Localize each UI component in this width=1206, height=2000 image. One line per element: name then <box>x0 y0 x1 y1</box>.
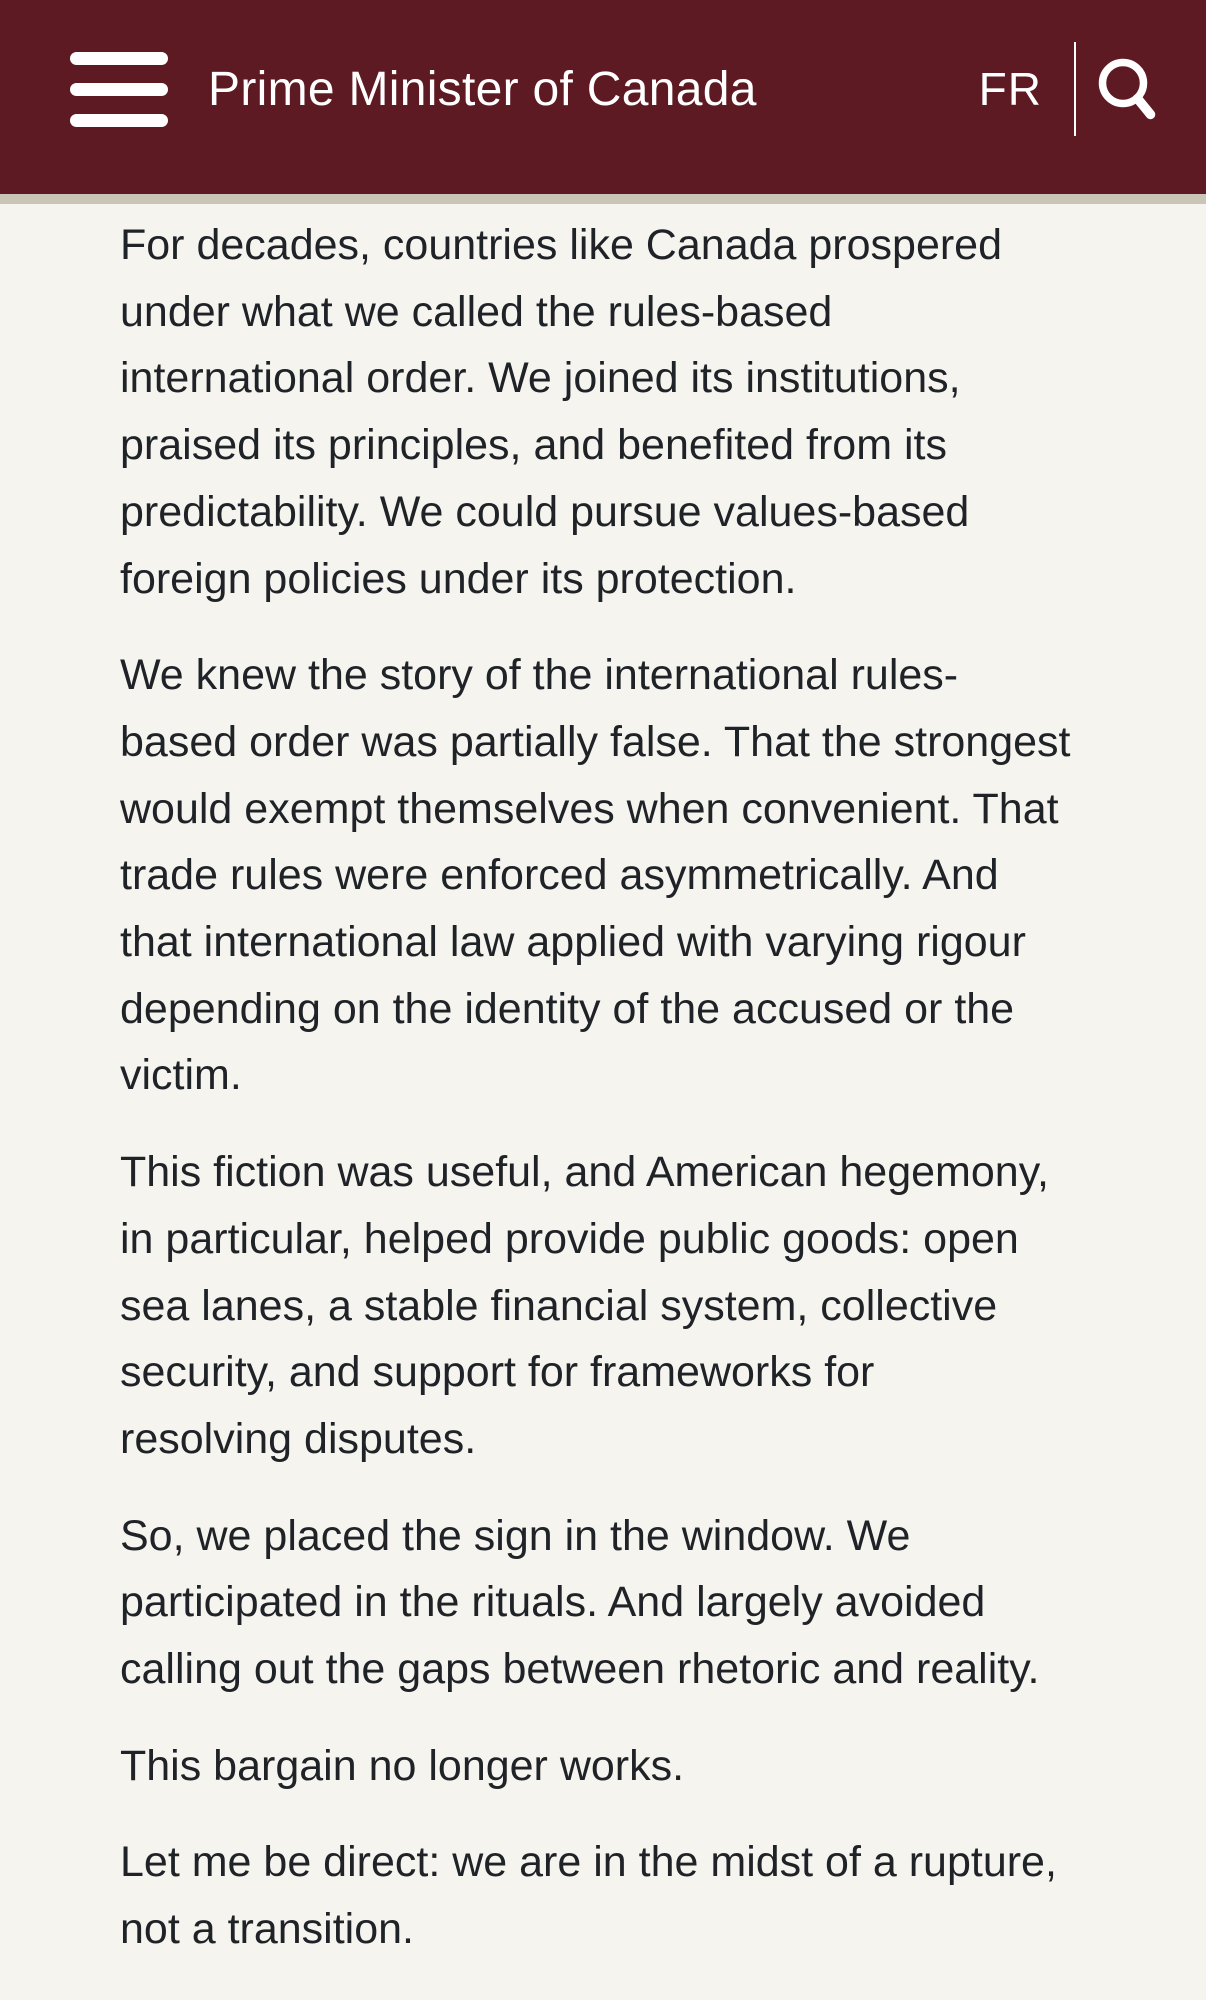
text-line: not a transition. <box>120 1905 415 1954</box>
hamburger-icon <box>70 52 168 127</box>
app-header <box>0 0 1206 194</box>
search-button[interactable] <box>1098 57 1156 121</box>
paragraph <box>120 642 1116 1109</box>
text-line: This fiction was useful, and American hegemony, <box>120 1148 1049 1197</box>
text-line: Let me be direct: we are in the midst of a rupture, <box>120 1838 1057 1887</box>
menu-button[interactable] <box>70 52 168 127</box>
hamburger-bar <box>70 114 168 127</box>
paragraph <box>120 212 1116 612</box>
text-line: trade rules were enforced asymmetrically. And <box>120 851 999 900</box>
text-line: sea lanes, a stable financial system, collective <box>120 1281 998 1330</box>
text-line: praised its principles, and benefited from its <box>120 421 947 470</box>
header-divider <box>1074 42 1076 136</box>
text-line: security, and support for frameworks for <box>120 1348 875 1397</box>
article-content <box>0 204 1206 1963</box>
text-line: So, we placed the sign in the window. We <box>120 1511 911 1560</box>
paragraph <box>120 1139 1116 1473</box>
text-line: that international law applied with varying rigour <box>120 918 1026 967</box>
text-line: victim. <box>120 1051 242 1100</box>
text-line: depending on the identity of the accused or the <box>120 984 1015 1033</box>
text-line: This bargain no longer works. <box>120 1741 685 1790</box>
text-line: international order. We joined its institutions, <box>120 354 961 403</box>
search-icon <box>1098 57 1156 121</box>
paragraph <box>120 1503 1116 1703</box>
text-line: participated in the rituals. And largely avoided <box>120 1578 986 1627</box>
text-line: resolving disputes. <box>120 1414 477 1463</box>
hamburger-bar <box>70 52 168 65</box>
text-line: calling out the gaps between rhetoric and reality. <box>120 1645 1040 1694</box>
text-line: based order was partially false. That the strongest <box>120 717 1071 766</box>
text-line: We knew the story of the international rules- <box>120 651 959 700</box>
text-line: would exempt themselves when convenient. That <box>120 784 1059 833</box>
paragraph <box>120 1733 1116 1800</box>
text-line: For decades, countries like Canada prospered <box>120 221 1003 269</box>
language-toggle-fr[interactable]: FR <box>978 63 1042 115</box>
header-actions <box>979 42 1156 136</box>
hamburger-bar <box>70 83 168 96</box>
text-line: in particular, helped provide public goods: open <box>120 1214 1019 1263</box>
text-line: predictability. We could pursue values-based <box>120 487 970 536</box>
text-line: under what we called the rules-based <box>120 287 833 336</box>
text-line: foreign policies under its protection. <box>120 554 797 603</box>
site-title[interactable]: Prime Minister of Canada <box>208 62 757 116</box>
paragraph <box>120 1829 1116 1962</box>
header-separator-bar <box>0 194 1206 204</box>
